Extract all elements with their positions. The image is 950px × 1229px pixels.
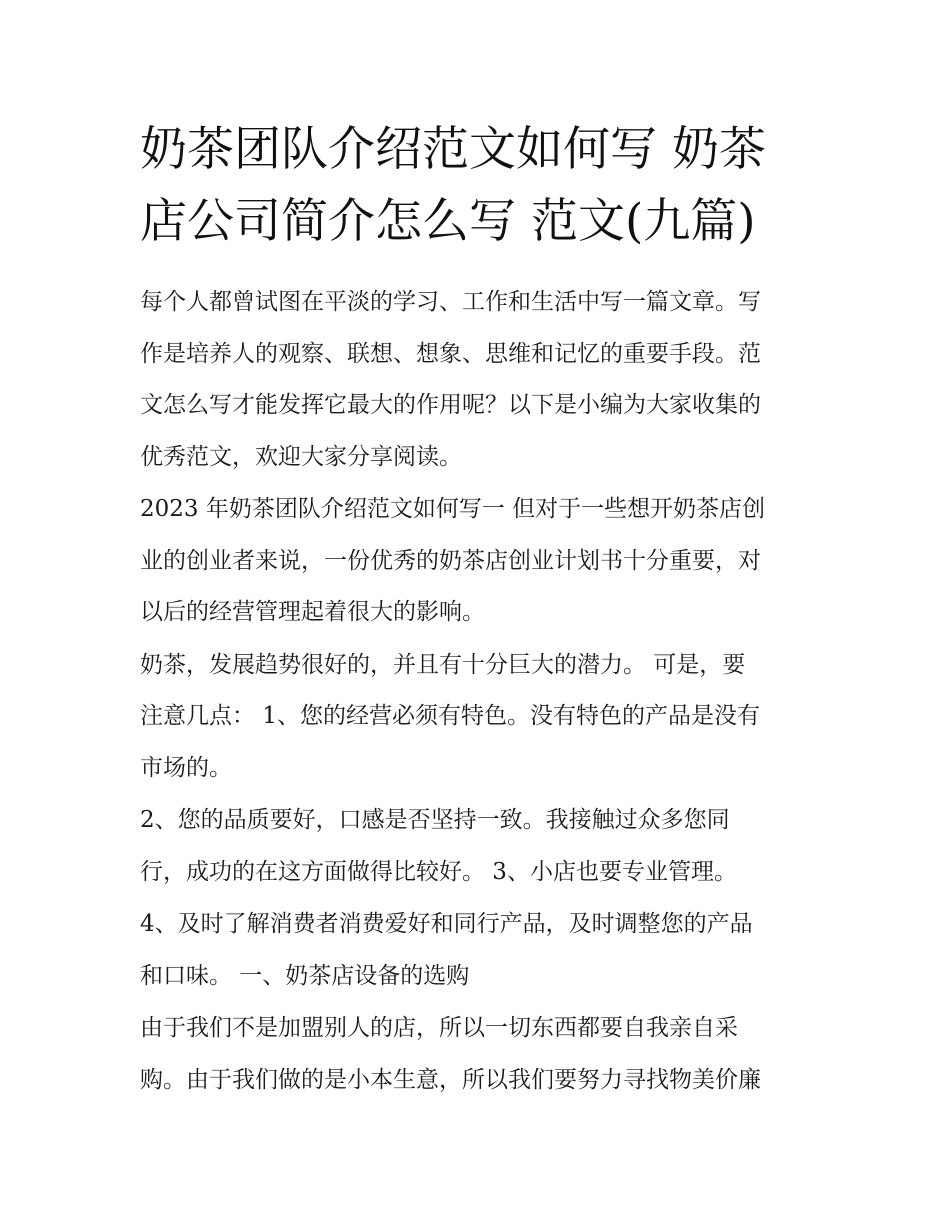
title-line: 奶茶团队介绍范文如何写 奶茶 xyxy=(140,122,766,177)
title-line: 店公司简介怎么写 范文(九篇) xyxy=(140,194,756,249)
text-line: 优秀范文，欢迎大家分享阅读。 xyxy=(140,443,462,470)
text-line: 4、及时了解消费者消费爱好和同行产品，及时调整您的产品 xyxy=(140,911,753,937)
text-line: 文怎么写才能发挥它最大的作用呢？以下是小编为大家收集的 xyxy=(140,392,761,418)
text-line: 作是培养人的观察、联想、想象、思维和记忆的重要手段。范 xyxy=(140,340,761,367)
text-line: 2、您的品质要好，口感是否坚持一致。我接触过众多您同 xyxy=(140,807,730,833)
text-line: 每个人都曾试图在平淡的学习、工作和生活中写一篇文章。写 xyxy=(140,289,761,315)
text-line: 市场的。 xyxy=(140,754,232,781)
text-line: 由于我们不是加盟别人的店，所以一切东西都要自我亲自采 xyxy=(140,1015,738,1041)
text-line: 购。由于我们做的是小本生意，所以我们要努力寻找物美价廉 xyxy=(140,1066,761,1093)
text-line: 和口味。 一、奶茶店设备的选购 xyxy=(140,962,470,989)
paragraph xyxy=(140,798,830,901)
text-line: 2023 年奶茶团队介绍范文如何写一 但对于一些想开奶茶店创 xyxy=(140,496,766,522)
text-line: 业的创业者来说，一份优秀的奶茶店创业计划书十分重要，对 xyxy=(140,547,761,574)
text-line: 奶茶，发展趋势很好的，并且有十分巨大的潜力。 可是，要 xyxy=(140,651,746,678)
document-body xyxy=(140,280,830,1110)
paragraph xyxy=(140,1006,830,1109)
paragraph-intro xyxy=(140,280,830,486)
paragraph xyxy=(140,487,830,642)
paragraph xyxy=(140,902,830,1005)
text-line: 注意几点： 1、您的经营必须有特色。没有特色的产品是没有 xyxy=(140,703,760,729)
document-title xyxy=(140,114,820,258)
text-line: 行，成功的在这方面做得比较好。 3、小店也要专业管理。 xyxy=(140,858,737,885)
paragraph xyxy=(140,643,830,798)
text-line: 以后的经营管理起着很大的影响。 xyxy=(140,599,485,625)
